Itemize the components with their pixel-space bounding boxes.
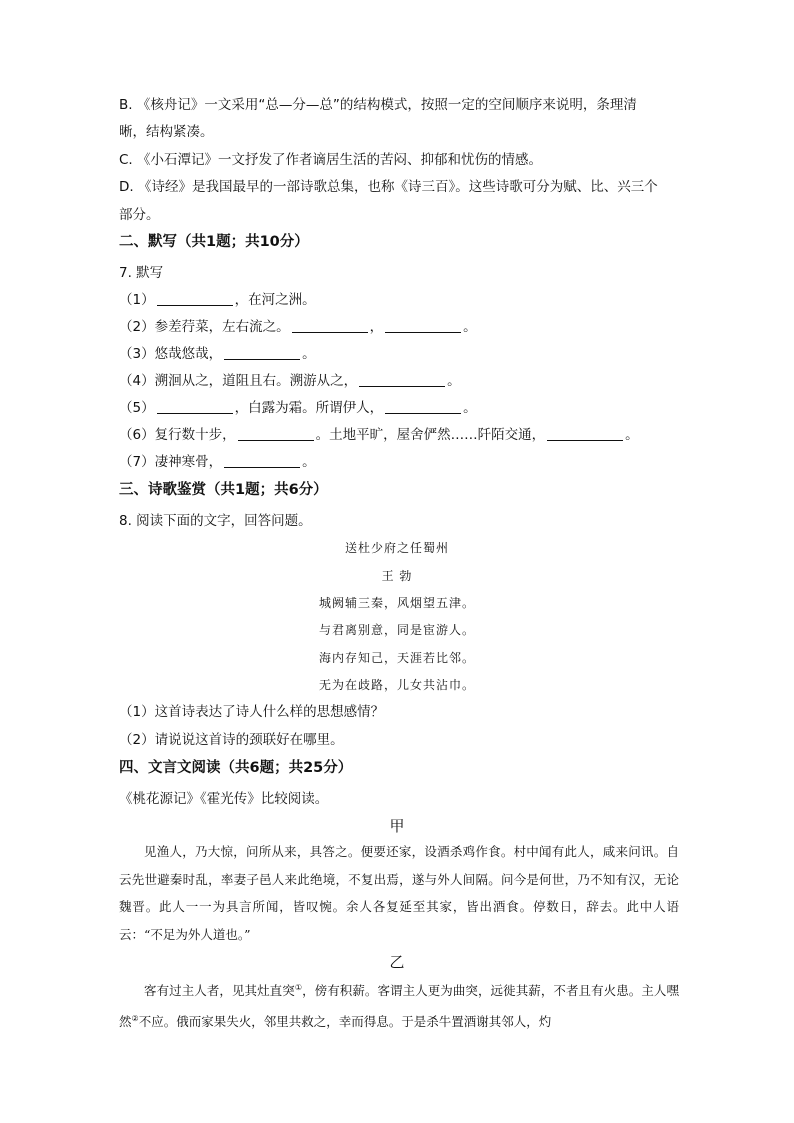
fill-blank[interactable] — [292, 318, 368, 333]
poem-author: 王 勃 — [381, 569, 413, 583]
passage-yi: 客有过主人者，见其灶直突①，傍有积薪。客谓主人更为曲突，远徙其薪，不者且有火患。主人嘿然②不应。俄而家果失火，邻里共救之，幸而得息。于是杀牛置酒谢其邻人，灼 — [119, 983, 679, 1029]
poem-line: 城阙辅三秦，风烟望五津。 — [318, 596, 475, 610]
passage-label-yi: 乙 — [389, 953, 405, 971]
dictation-item-1: （1） ，在河之洲。 — [119, 292, 316, 308]
footnote-marker: ② — [131, 1013, 139, 1023]
comparison-intro: 《桃花源记》《霍光传》比较阅读。 — [119, 791, 329, 807]
fill-blank[interactable] — [385, 399, 461, 414]
passage-jia: 见渔人，乃大惊，问所从来，具答之。便要还家，设酒杀鸡作食。村中闻有此人，咸来问讯。自云先世避秦时乱，率妻子邑人来此绝境，不复出焉，遂与外人间隔。问今是何世，乃不知有汉，无论魏晋。此人一一为具言所闻，皆叹惋。余人各复延至其家，皆出酒食。停数日，辞去。此中人语云：“不足为外人道也。” — [119, 844, 679, 942]
dictation-item-5: （5） ，白露为霜。所谓伊人， 。 — [119, 400, 477, 416]
poetry-question-1: （1）这首诗表达了诗人什么样的思想感情？ — [119, 704, 385, 720]
fill-blank[interactable] — [238, 426, 314, 441]
footnote-marker: ① — [294, 983, 303, 992]
section-heading-dictation: 二、默写（共1题；共10分） — [119, 234, 309, 250]
question-8: 8. 阅读下面的文字，回答问题。 — [119, 513, 312, 529]
option-d-line-2: 部分。 — [119, 207, 160, 223]
poetry-question-2: （2）请说说这首诗的颈联好在哪里。 — [119, 732, 344, 748]
passage-label-jia: 甲 — [389, 817, 405, 835]
dictation-item-6: （6）复行数十步， 。土地平旷，屋舍俨然……阡陌交通， 。 — [119, 427, 639, 443]
section-heading-poetry: 三、诗歌鉴赏（共1题；共6分） — [119, 482, 328, 498]
fill-blank[interactable] — [359, 372, 445, 387]
poem-line: 与君离别意，同是宦游人。 — [318, 623, 475, 637]
option-d-line-1: D. 《诗经》是我国最早的一部诗歌总集，也称《诗三百》。这些诗歌可分为赋、比、兴三个 — [119, 179, 658, 195]
fill-blank[interactable] — [157, 291, 233, 306]
fill-blank[interactable] — [385, 318, 461, 333]
dictation-item-2: （2）参差荇菜，左右流之。 ， 。 — [119, 319, 477, 335]
poem-line: 无为在歧路，儿女共沾巾。 — [318, 678, 475, 692]
option-c: C. 《小石潭记》一文抒发了作者谪居生活的苦闷、抑郁和忧伤的情感。 — [119, 152, 543, 168]
question-7: 7. 默写 — [119, 265, 164, 281]
option-b-line-2: 晰，结构紧凑。 — [119, 124, 214, 140]
dictation-item-3: （3）悠哉悠哉， 。 — [119, 346, 316, 362]
poem-line: 海内存知己，天涯若比邻。 — [318, 651, 475, 665]
fill-blank[interactable] — [224, 453, 300, 468]
dictation-item-7: （7）凄神寒骨， 。 — [119, 454, 316, 470]
option-b-line-1: B. 《核舟记》一文采用“总—分—总”的结构模式，按照一定的空间顺序来说明，条理清 — [119, 97, 637, 113]
poem-title: 送杜少府之任蜀州 — [344, 541, 449, 555]
section-heading-classical: 四、文言文阅读（共6题；共25分） — [119, 760, 353, 776]
fill-blank[interactable] — [157, 399, 233, 414]
fill-blank[interactable] — [224, 345, 300, 360]
fill-blank[interactable] — [547, 426, 623, 441]
dictation-item-4: （4）溯洄从之，道阻且右。溯游从之， 。 — [119, 373, 461, 389]
